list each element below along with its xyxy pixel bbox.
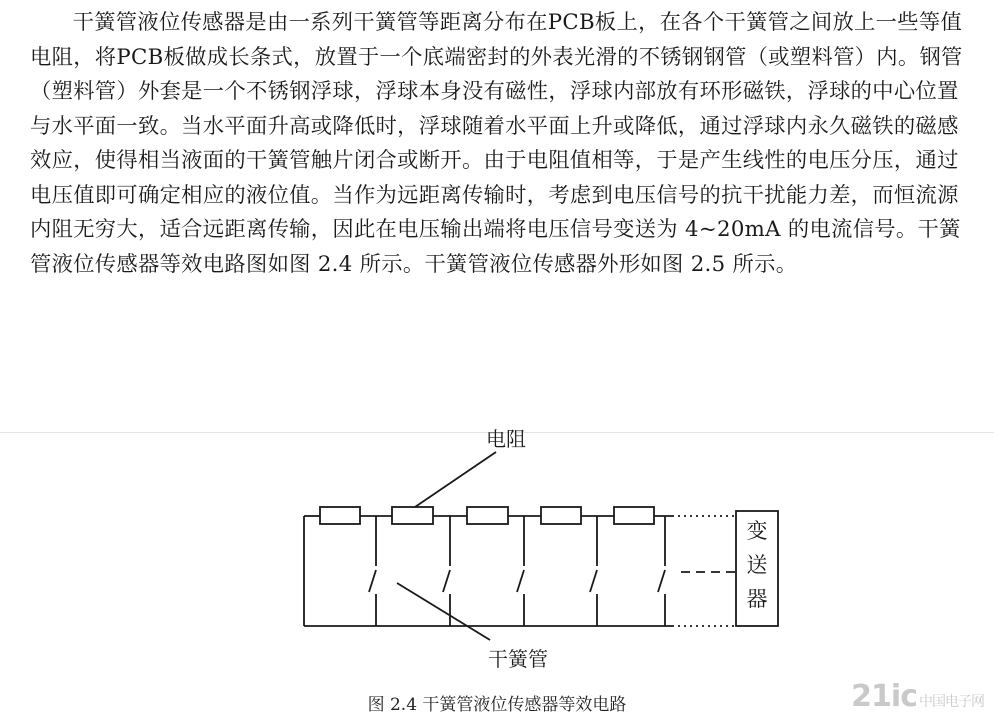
transmitter-char: 器 xyxy=(746,587,768,611)
transmitter-char: 变 xyxy=(746,519,768,543)
watermark-logo xyxy=(851,679,984,714)
resistor xyxy=(541,507,581,524)
reed-switch xyxy=(443,516,450,626)
resistor-label: 电阻 xyxy=(486,427,526,451)
reed-switch xyxy=(369,516,376,626)
reed-switch-label: 干簧管 xyxy=(488,647,548,671)
body-paragraph: 干簧管液位传感器是由一系列干簧管等距离分布在PCB板上，在各个干簧管之间放上一些等值电阻，将PCB板做成长条式，放置于一个底端密封的外表光滑的不锈钢钢管（或塑料管）内。钢管（塑料管）外套是一个不锈钢浮球，浮球本身没有磁性，浮球内部放有环形磁铁，浮球的中心位置与水平面一致。当水平面升高或降低时，浮球随着水平面上升或降低，通过浮球内永久磁铁的磁感效应，使得相当液面的干簧管触片闭合或断开。由于电阻值相等，于是产生线性的电压分压，通过电压值即可确定相应的液位值。当作为远距离传输时，考虑到电压信号的抗干扰能力差，而恒流源内阻无穷大，适合远距离传输，因此在电压输出端将电压信号变送为 4~20mA 的电流信号。干簧管液位传感器等效电路图如图 2.4 所示。干簧管液位传感器外形如图 2.5 所示。 xyxy=(30,10,963,277)
watermark-brand: 21ic xyxy=(851,679,917,714)
transmitter-char: 送 xyxy=(746,553,768,577)
reed-switch xyxy=(658,516,665,626)
figure-caption: 图 2.4 干簧管液位传感器等效电路 xyxy=(367,695,627,715)
resistor xyxy=(614,507,654,524)
transmitter-label xyxy=(736,514,778,616)
reed-switch xyxy=(517,516,524,626)
reed-switch xyxy=(590,516,597,626)
leader-line-resistor xyxy=(415,452,496,507)
resistor xyxy=(320,507,360,524)
resistor xyxy=(467,507,508,524)
resistor xyxy=(392,507,433,524)
watermark-sub: 中国电子网 xyxy=(919,694,984,710)
